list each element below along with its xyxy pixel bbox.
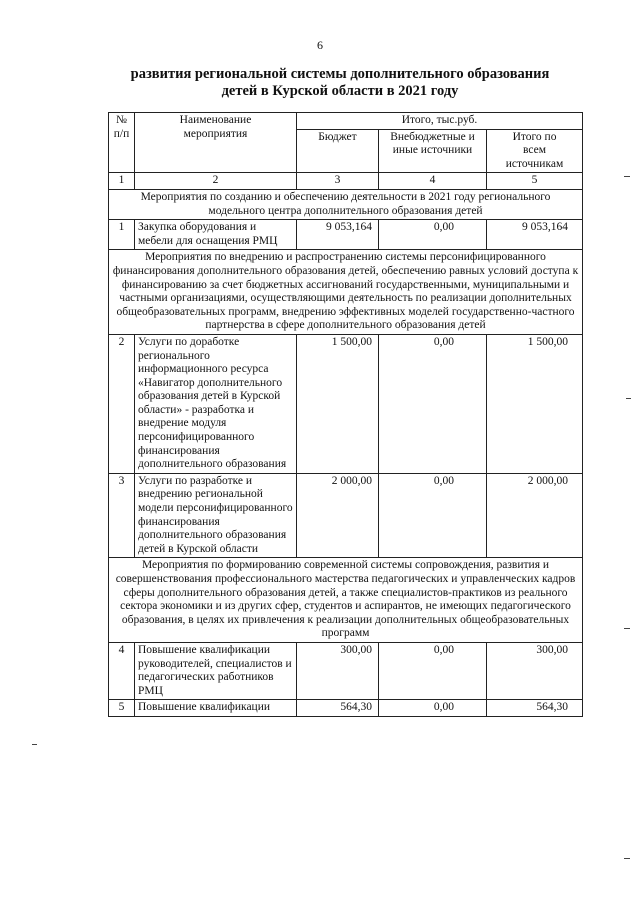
scan-speck <box>624 858 630 859</box>
title-line-2: детей в Курской области в 2021 году <box>221 83 459 99</box>
row-extra: 0,00 <box>379 642 487 699</box>
column-number: 5 <box>487 173 583 190</box>
section-title: Мероприятия по формированию современной системы сопровождения, развития и совершенствования профессионального мастерства педагогических и управленческих кадров сферы дополнительного образования детей, а также специалистов-практиков из реального сектора экономики и из других сфер, студентов и аспирантов, не имеющих педагогического образования, в целях их привлечения к реализации дополнительных общеобразовательных программ <box>109 558 583 643</box>
column-number: 2 <box>135 173 297 190</box>
column-number: 1 <box>109 173 135 190</box>
row-extra: 0,00 <box>379 700 487 717</box>
row-name: Закупка оборудования и мебели для оснащения РМЦ <box>135 220 297 250</box>
header-extra: Внебюджетные и иные источники <box>379 129 487 173</box>
row-total: 564,30 <box>487 700 583 717</box>
row-budget: 2 000,00 <box>297 473 379 558</box>
row-budget: 564,30 <box>297 700 379 717</box>
row-total: 9 053,164 <box>487 220 583 250</box>
column-number: 3 <box>297 173 379 190</box>
table-row <box>109 334 583 473</box>
row-extra: 0,00 <box>379 334 487 473</box>
header-total: Итого по всем источникам <box>487 129 583 173</box>
section-title: Мероприятия по созданию и обеспечению деятельности в 2021 году регионального модельного центра дополнительного образования детей <box>109 189 583 219</box>
row-number: 3 <box>109 473 135 558</box>
row-number: 5 <box>109 700 135 717</box>
row-extra: 0,00 <box>379 220 487 250</box>
row-number: 4 <box>109 642 135 699</box>
scan-speck <box>624 628 630 629</box>
budget-table <box>108 112 583 717</box>
row-number: 2 <box>109 334 135 473</box>
row-total: 1 500,00 <box>487 334 583 473</box>
header-budget: Бюджет <box>297 129 379 173</box>
table-row <box>109 473 583 558</box>
row-name: Услуги по разработке и внедрению региональной модели персонифицированного финансирования дополнительного образования детей в Курской области <box>135 473 297 558</box>
scan-speck <box>626 398 631 399</box>
header-name: Наименование мероприятия <box>135 113 297 173</box>
row-name: Услуги по доработке регионального информационного ресурса «Навигатор дополнительного образования детей в Курской области» - разработка и внедрение модуля персонифицированного финансирования дополнительного образования <box>135 334 297 473</box>
column-number-row <box>109 173 583 190</box>
section-row <box>109 189 583 219</box>
section-row <box>109 558 583 643</box>
scan-speck <box>32 744 37 745</box>
header-total-group: Итого, тыс.руб. <box>297 113 583 130</box>
section-row <box>109 250 583 335</box>
row-total: 2 000,00 <box>487 473 583 558</box>
row-total: 300,00 <box>487 642 583 699</box>
row-extra: 0,00 <box>379 473 487 558</box>
row-name: Повышение квалификации <box>135 700 297 717</box>
row-budget: 300,00 <box>297 642 379 699</box>
table-row <box>109 220 583 250</box>
header-num: № п/п <box>109 113 135 173</box>
row-number: 1 <box>109 220 135 250</box>
title-line-1: развития региональной системы дополнительного образования <box>130 66 550 82</box>
table-row <box>109 642 583 699</box>
row-budget: 1 500,00 <box>297 334 379 473</box>
scan-speck <box>624 176 630 177</box>
section-title: Мероприятия по внедрению и распространению системы персонифицированного финансирования дополнительного образования детей, обеспечению равных условий доступа к финансированию за счет бюджетных ассигнований государственными, муниципальными и частными организациями, осуществляющими деятельность по реализации дополнительных общеобразовательных программ, внедрению эффективных моделей государственно-частного партнерства в сфере дополнительного образования детей <box>109 250 583 335</box>
table-row <box>109 700 583 717</box>
row-budget: 9 053,164 <box>297 220 379 250</box>
column-number: 4 <box>379 173 487 190</box>
row-name: Повышение квалификации руководителей, специалистов и педагогических работников РМЦ <box>135 642 297 699</box>
document-title <box>60 66 620 100</box>
table-header-row <box>109 113 583 130</box>
page-number: 6 <box>317 38 323 52</box>
